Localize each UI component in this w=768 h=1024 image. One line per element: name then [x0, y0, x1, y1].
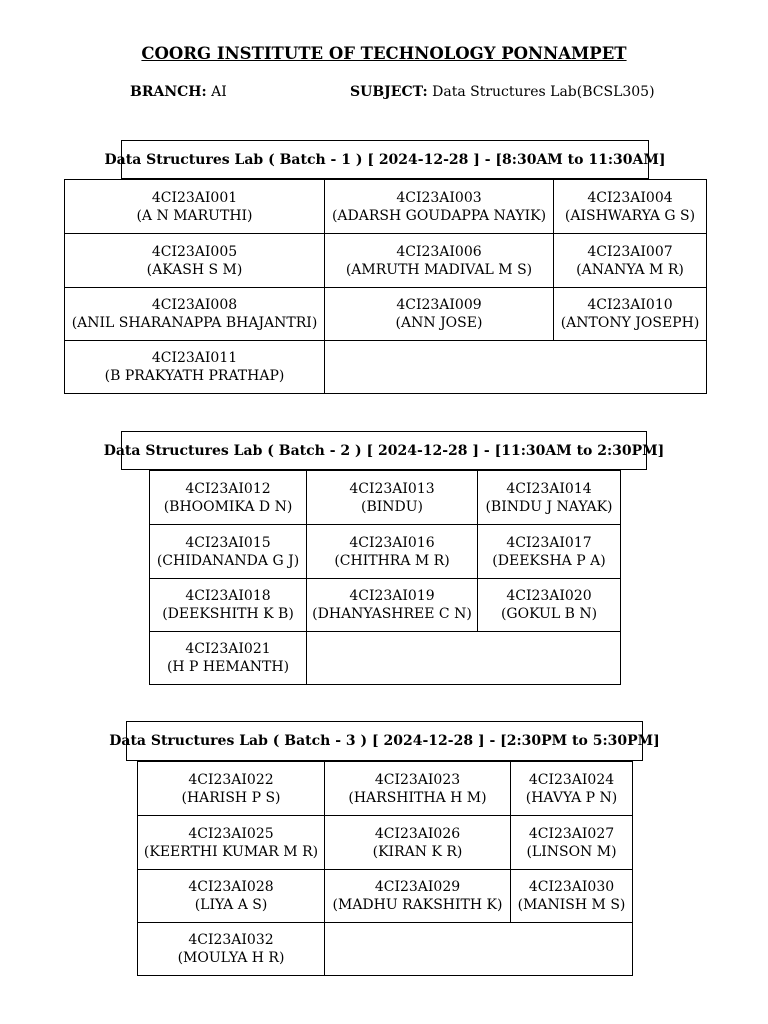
empty-cell — [307, 632, 621, 685]
student-usn: 4CI23AI021 — [185, 641, 271, 657]
table-row — [150, 632, 621, 685]
table-row — [150, 525, 621, 579]
student-usn: 4CI23AI017 — [506, 534, 592, 551]
student-cell — [307, 525, 478, 579]
student-name: (MANISH M S) — [517, 897, 626, 913]
student-name: (ANN JOSE) — [395, 315, 483, 331]
student-name: (MOULYA H R) — [177, 950, 285, 966]
student-name: (ANANYA M R) — [576, 261, 684, 278]
student-usn: 4CI23AI006 — [396, 243, 482, 260]
student-usn: 4CI23AI028 — [188, 879, 274, 895]
student-cell — [478, 579, 621, 632]
student-cell — [65, 180, 325, 234]
student-usn: 4CI23AI030 — [528, 879, 615, 895]
table-row — [150, 471, 621, 525]
student-name: (B PRAKYATH PRATHAP) — [104, 368, 285, 384]
table-row — [138, 870, 633, 923]
branch-info — [130, 84, 227, 100]
student-cell — [65, 288, 325, 341]
student-cell — [307, 471, 478, 525]
subject-info — [350, 84, 655, 100]
student-usn: 4CI23AI024 — [528, 771, 615, 788]
student-cell — [511, 816, 633, 870]
student-name: (MADHU RAKSHITH K) — [332, 897, 503, 913]
institute-title: COORG INSTITUTE OF TECHNOLOGY PONNAMPET — [141, 44, 627, 63]
student-name: (AKASH S M) — [146, 261, 243, 278]
table-row — [65, 288, 707, 341]
student-name: (A N MARUTHI) — [136, 207, 253, 224]
student-name: (LIYA A S) — [194, 897, 268, 913]
student-usn: 4CI23AI003 — [396, 189, 482, 206]
table-row — [150, 579, 621, 632]
student-usn: 4CI23AI009 — [396, 297, 482, 313]
student-cell — [138, 923, 325, 976]
batch-3-table — [137, 761, 633, 976]
student-usn: 4CI23AI005 — [151, 243, 238, 260]
batch-1-table — [64, 179, 707, 394]
student-cell — [307, 579, 478, 632]
branch-value: AI — [211, 84, 227, 100]
student-cell — [478, 471, 621, 525]
student-cell — [138, 762, 325, 816]
student-usn: 4CI23AI014 — [506, 480, 592, 497]
student-cell — [150, 579, 307, 632]
student-usn: 4CI23AI013 — [349, 480, 435, 497]
student-cell — [150, 471, 307, 525]
student-usn: 4CI23AI016 — [349, 534, 435, 551]
batch-2-title: Data Structures Lab ( Batch - 2 ) [ 2024-12-28 ] - [11:30AM to 2:30PM] — [121, 431, 647, 470]
student-cell — [325, 762, 511, 816]
student-cell — [138, 816, 325, 870]
table-row — [138, 816, 633, 870]
student-name: (BHOOMIKA D N) — [163, 498, 293, 515]
student-cell — [478, 525, 621, 579]
student-usn: 4CI23AI026 — [374, 825, 461, 842]
student-name: (DEEKSHITH K B) — [162, 606, 294, 622]
table-row — [138, 762, 633, 816]
batch-1-title: Data Structures Lab ( Batch - 1 ) [ 2024-12-28 ] - [8:30AM to 11:30AM] — [121, 140, 649, 179]
student-cell — [554, 180, 707, 234]
student-cell — [325, 180, 554, 234]
student-name: (CHITHRA M R) — [334, 552, 450, 569]
batch-3-title: Data Structures Lab ( Batch - 3 ) [ 2024-12-28 ] - [2:30PM to 5:30PM] — [126, 721, 643, 761]
student-usn: 4CI23AI007 — [587, 243, 673, 260]
student-usn: 4CI23AI020 — [506, 588, 592, 604]
student-name: (GOKUL B N) — [500, 606, 598, 622]
empty-cell — [325, 341, 707, 394]
student-usn: 4CI23AI015 — [185, 534, 271, 551]
student-name: (ADARSH GOUDAPPA NAYIK) — [331, 207, 547, 224]
student-name: (LINSON M) — [526, 843, 617, 860]
student-name: (H P HEMANTH) — [166, 659, 290, 675]
branch-label: BRANCH: — [130, 84, 207, 100]
student-name: (CHIDANANDA G J) — [156, 552, 300, 569]
student-cell — [138, 870, 325, 923]
student-cell — [325, 288, 554, 341]
student-usn: 4CI23AI004 — [587, 189, 673, 206]
student-name: (HARISH P S) — [181, 789, 281, 806]
student-name: (KEERTHI KUMAR M R) — [143, 843, 319, 860]
student-name: (BINDU J NAYAK) — [485, 498, 613, 515]
student-usn: 4CI23AI027 — [528, 825, 615, 842]
student-usn: 4CI23AI019 — [349, 588, 435, 604]
student-cell — [150, 632, 307, 685]
student-usn: 4CI23AI018 — [185, 588, 271, 604]
student-cell — [511, 870, 633, 923]
student-usn: 4CI23AI032 — [188, 932, 274, 948]
student-name: (HAVYA P N) — [525, 789, 618, 806]
student-name: (ANTONY JOSEPH) — [560, 315, 700, 331]
student-usn: 4CI23AI023 — [374, 771, 461, 788]
student-usn: 4CI23AI011 — [151, 350, 238, 366]
student-usn: 4CI23AI022 — [188, 771, 274, 788]
student-cell — [65, 341, 325, 394]
student-cell — [325, 816, 511, 870]
student-usn: 4CI23AI001 — [151, 189, 238, 206]
student-name: (ANIL SHARANAPPA BHAJANTRI) — [71, 315, 318, 331]
student-usn: 4CI23AI029 — [374, 879, 461, 895]
empty-cell — [325, 923, 633, 976]
student-name: (KIRAN K R) — [372, 843, 463, 860]
batch-2-table — [149, 470, 621, 685]
student-name: (AISHWARYA G S) — [564, 207, 696, 224]
table-row — [65, 234, 707, 288]
student-name: (AMRUTH MADIVAL M S) — [345, 261, 533, 278]
student-usn: 4CI23AI025 — [188, 825, 274, 842]
student-name: (HARSHITHA H M) — [348, 789, 487, 806]
student-usn: 4CI23AI012 — [185, 480, 271, 497]
student-name: (DHANYASHREE C N) — [312, 606, 472, 622]
student-cell — [325, 234, 554, 288]
student-usn: 4CI23AI008 — [151, 297, 238, 313]
table-row — [65, 341, 707, 394]
student-cell — [554, 288, 707, 341]
student-cell — [150, 525, 307, 579]
student-usn: 4CI23AI010 — [587, 297, 673, 313]
table-row — [138, 923, 633, 976]
student-cell — [65, 234, 325, 288]
student-cell — [325, 870, 511, 923]
student-cell — [511, 762, 633, 816]
student-name: (BINDU) — [360, 498, 423, 515]
subject-label: SUBJECT: — [350, 84, 428, 100]
student-cell — [554, 234, 707, 288]
student-name: (DEEKSHA P A) — [492, 552, 606, 569]
subject-value: Data Structures Lab(BCSL305) — [432, 84, 655, 100]
table-row — [65, 180, 707, 234]
